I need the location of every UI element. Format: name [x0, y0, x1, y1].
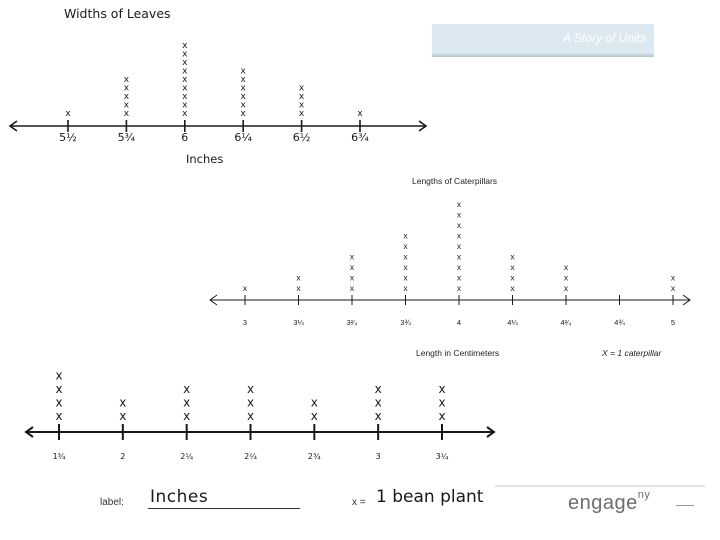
data-mark-x: x: [240, 83, 246, 94]
divider: [495, 485, 705, 487]
label-underline: [148, 508, 300, 509]
data-mark-x: x: [182, 100, 188, 111]
chart-title: Widths of Leaves: [64, 6, 171, 21]
data-mark-x: x: [403, 283, 408, 293]
data-mark-x: x: [374, 409, 382, 423]
tick-label: 4²⁄₄: [560, 318, 572, 327]
data-mark-x: x: [310, 409, 318, 423]
data-mark-x: x: [456, 251, 462, 262]
data-mark-x: x: [183, 382, 191, 396]
data-mark-x: x: [119, 409, 127, 423]
data-mark-x: x: [563, 262, 569, 272]
tick-label: 6¾: [351, 131, 369, 144]
data-mark-x: x: [510, 283, 515, 293]
data-mark-x: x: [123, 75, 130, 85]
tick-label: 3²⁄₄: [346, 318, 358, 327]
data-mark-x: x: [182, 58, 188, 68]
label-caption: label:: [100, 497, 124, 508]
data-mark-x: x: [246, 395, 255, 410]
data-mark-x: x: [456, 262, 462, 272]
data-mark-x: x: [438, 395, 446, 410]
data-mark-x: x: [123, 83, 130, 94]
banner-title: A Story of Units: [563, 31, 646, 45]
data-mark-x: x: [374, 395, 382, 410]
data-mark-x: x: [403, 272, 408, 283]
data-mark-x: x: [349, 272, 355, 283]
data-mark-x: x: [349, 262, 355, 272]
data-mark-x: x: [182, 66, 188, 77]
data-mark-x: x: [55, 368, 63, 383]
tick-label: 3: [242, 318, 248, 327]
data-mark-x: x: [456, 241, 462, 251]
data-mark-x: x: [310, 395, 318, 410]
tick-label: 6¼: [234, 131, 253, 144]
data-mark-x: x: [563, 272, 569, 283]
data-mark-x: x: [456, 209, 462, 220]
data-mark-x: x: [438, 409, 446, 423]
tick-label: 2: [120, 452, 126, 461]
tick-label: 2¼: [180, 452, 194, 461]
engageny-logo: [568, 489, 651, 515]
key-caption: x =: [352, 497, 366, 508]
tick-label: 2²⁄₄: [244, 452, 257, 461]
data-mark-x: x: [349, 251, 355, 262]
data-mark-x: x: [123, 92, 130, 102]
data-mark-x: x: [246, 382, 255, 396]
data-mark-x: x: [240, 66, 246, 77]
data-mark-x: x: [298, 92, 305, 102]
data-mark-x: x: [456, 220, 462, 230]
data-mark-x: x: [403, 262, 408, 272]
data-mark-x: x: [246, 409, 255, 423]
logo-text: engage: [568, 492, 638, 514]
x-axis-label: Length in Centimeters: [416, 348, 500, 358]
data-mark-x: x: [55, 382, 63, 396]
tick-label: 4: [456, 318, 462, 327]
tick-label: 2¾: [307, 452, 321, 461]
data-mark-x: x: [456, 199, 462, 209]
data-mark-x: x: [183, 409, 191, 423]
tick-label: 6½: [292, 131, 311, 144]
tick-label: 3¼: [435, 452, 449, 461]
plot-key: X = 1 caterpillar: [602, 348, 662, 358]
data-mark-x: x: [298, 109, 305, 119]
data-mark-x: x: [242, 283, 248, 293]
tick-label: 3¾: [400, 318, 411, 327]
data-mark-x: x: [123, 109, 130, 119]
data-mark-x: x: [670, 283, 676, 293]
x-axis-label: Inches: [186, 152, 224, 166]
data-mark-x: x: [670, 272, 676, 283]
footer-rule: [676, 505, 694, 506]
data-mark-x: x: [298, 83, 305, 94]
data-mark-x: x: [296, 283, 301, 293]
data-mark-x: x: [182, 83, 188, 94]
data-mark-x: x: [510, 262, 515, 272]
data-mark-x: x: [240, 75, 246, 85]
data-mark-x: x: [55, 395, 63, 410]
data-mark-x: x: [183, 395, 191, 410]
data-mark-x: x: [182, 41, 188, 51]
data-mark-x: x: [456, 272, 462, 283]
data-mark-x: x: [298, 100, 305, 111]
data-mark-x: x: [240, 100, 246, 111]
data-mark-x: x: [403, 251, 408, 262]
data-mark-x: x: [119, 395, 127, 410]
data-mark-x: x: [510, 251, 515, 262]
tick-label: 3¼: [293, 318, 304, 327]
key-value: 1 bean plant: [376, 487, 484, 507]
data-mark-x: x: [182, 109, 188, 119]
tick-label: 3: [375, 452, 381, 461]
data-mark-x: x: [510, 272, 515, 283]
data-mark-x: x: [240, 109, 246, 119]
logo-superscript: ny: [637, 489, 651, 502]
tick-label: 6: [181, 131, 189, 144]
data-mark-x: x: [563, 283, 569, 293]
data-mark-x: x: [55, 409, 63, 423]
data-mark-x: x: [65, 109, 71, 119]
data-mark-x: x: [296, 272, 301, 283]
tick-label: 5½: [59, 131, 77, 144]
chart-title: Lengths of Caterpillars: [412, 176, 498, 186]
data-mark-x: x: [456, 283, 462, 293]
data-mark-x: x: [123, 100, 130, 111]
data-mark-x: x: [240, 92, 246, 102]
tick-label: 4¼: [507, 318, 518, 327]
label-value: Inches: [150, 487, 209, 507]
tick-label: 1¾: [52, 452, 66, 461]
tick-label: 5¾: [117, 131, 136, 144]
data-mark-x: x: [456, 230, 462, 241]
data-mark-x: x: [374, 382, 382, 396]
data-mark-x: x: [357, 109, 363, 119]
data-mark-x: x: [182, 75, 188, 85]
tick-label: 5: [670, 318, 676, 327]
data-mark-x: x: [438, 382, 446, 396]
data-mark-x: x: [182, 49, 188, 60]
data-mark-x: x: [349, 283, 355, 293]
data-mark-x: x: [182, 92, 188, 102]
data-mark-x: x: [403, 241, 408, 251]
tick-label: 4¾: [614, 318, 625, 327]
data-mark-x: x: [403, 230, 408, 241]
